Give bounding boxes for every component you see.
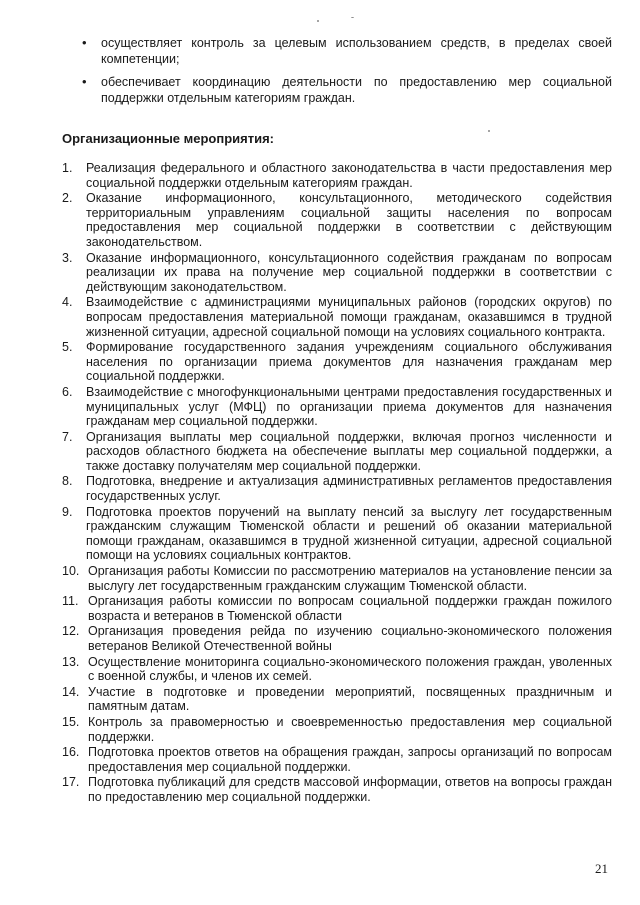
- list-item: [62, 385, 612, 429]
- item-number: 8.: [62, 474, 73, 489]
- item-number: 7.: [62, 429, 73, 444]
- item-number: 1.: [62, 161, 73, 175]
- bullet-dot-icon: •: [82, 35, 87, 50]
- item-text: Организация работы комиссии по вопросам социальной поддержки граждан пожилого возраста и ветеранов в Тюменской области: [88, 594, 612, 623]
- list-item: [62, 624, 612, 653]
- item-number: 17.: [62, 775, 80, 790]
- bullet-item: [80, 74, 612, 106]
- list-item: [62, 430, 612, 474]
- bullet-text: осуществляет контроль за целевым использованием средств, в пределах своей компетенции;: [101, 36, 612, 66]
- item-text: Организация проведения рейда по изучению социально-экономического положения ветеранов Великой Отечественной войны: [88, 624, 612, 653]
- item-number: 3.: [62, 250, 73, 265]
- item-text: Оказание информационного, консультационного, методического содействия территориальным управлениям социальной защиты населения по вопросам предоставления мер социальной поддержки в соответствии с действующим законодательством.: [86, 191, 612, 249]
- list-item: [62, 505, 612, 563]
- item-text: Реализация федерального и областного законодательства в части предоставления мер социальной поддержки отдельным категориям граждан.: [86, 161, 612, 190]
- list-item: [62, 594, 612, 623]
- bullet-text: обеспечивает координацию деятельности по предоставлению мер социальной поддержки отдельным категориям граждан.: [101, 75, 612, 105]
- item-text: Контроль за правомерностью и своевременностью предоставления мер социальной поддержки.: [88, 714, 612, 744]
- item-text: Осуществление мониторинга социально-экономического положения граждан, уволенных с военной службы, и членов их семей.: [88, 654, 612, 684]
- scan-speck: [488, 130, 490, 132]
- list-item: [62, 191, 612, 249]
- item-text: Подготовка проектов поручений на выплату пенсий за выслугу лет государственным гражданским служащим Тюменской области и решений об оказании материальной помощи гражданам, оказавшимся в трудной жизненной ситуации, адресной социальной помощи на условиях социальных контрактов.: [86, 504, 612, 563]
- scan-speck: [351, 17, 354, 18]
- item-text: Взаимодействие с многофункциональными центрами предоставления государственных и муниципальных услуг (МФЦ) по организации приема документов для назначения гражданам мер социальной поддержки.: [86, 384, 612, 429]
- list-item: [62, 715, 612, 744]
- item-text: Оказание информационного, консультационного содействия гражданам по вопросам реализации их права на получение мер социальной поддержки в соответствии с действующим законодательством.: [86, 250, 612, 294]
- list-item: [62, 745, 612, 774]
- list-item: [62, 161, 612, 190]
- item-text: Организация выплаты мер социальной поддержки, включая прогноз численности и расходов областного бюджета на обеспечение выплаты мер социальной поддержки, а также доставку получателям мер социальной поддержки.: [86, 429, 612, 473]
- list-item: [62, 655, 612, 684]
- page-number: 21: [595, 861, 608, 876]
- item-text: Подготовка публикаций для средств массовой информации, ответов на вопросы граждан по предоставлению мер социальной поддержки.: [88, 775, 612, 804]
- list-item: [62, 685, 612, 714]
- list-item: [62, 564, 612, 593]
- item-number: 11.: [62, 594, 79, 609]
- item-text: Взаимодействие с администрациями муниципальных районов (городских округов) по вопросам предоставления материальной помощи гражданам, оказавшимся в трудной жизненной ситуации, адресной социальной помощи на условиях социального контракта.: [86, 295, 612, 339]
- bullet-dot-icon: •: [82, 74, 87, 89]
- list-item: [62, 295, 612, 339]
- item-number: 16.: [62, 745, 80, 760]
- item-number: 5.: [62, 340, 73, 355]
- item-number: 15.: [62, 714, 80, 729]
- item-number: 13.: [62, 654, 80, 669]
- item-number: 9.: [62, 504, 73, 519]
- item-text: Формирование государственного задания учреждениям социального обслуживания населения по организации приема документов для назначения гражданам мер социальной поддержки.: [86, 340, 612, 384]
- list-item: [62, 775, 612, 804]
- measures-list: [62, 161, 612, 806]
- item-number: 10.: [62, 564, 80, 579]
- section-heading: Организационные мероприятия:: [62, 131, 275, 146]
- list-item: [62, 251, 612, 295]
- item-number: 2.: [62, 191, 73, 206]
- list-item: [62, 340, 612, 384]
- item-text: Организация работы Комиссии по рассмотрению материалов на установление пенсии за выслугу лет государственным гражданским служащим Тюменской области.: [88, 564, 612, 593]
- item-text: Подготовка, внедрение и актуализация административных регламентов предоставления государственных услуг.: [86, 474, 612, 504]
- item-text: Подготовка проектов ответов на обращения граждан, запросы организаций по вопросам предоставления мер социальной поддержки.: [88, 745, 612, 774]
- bullet-list: [80, 35, 612, 113]
- item-text: Участие в подготовке и проведении мероприятий, посвященных праздничным и памятным датам.: [88, 684, 612, 714]
- scan-speck: [317, 20, 319, 22]
- item-number: 12.: [62, 624, 80, 639]
- list-item: [62, 474, 612, 503]
- bullet-item: [80, 35, 612, 67]
- item-number: 6.: [62, 384, 73, 399]
- item-number: 14.: [62, 684, 80, 699]
- item-number: 4.: [62, 295, 73, 310]
